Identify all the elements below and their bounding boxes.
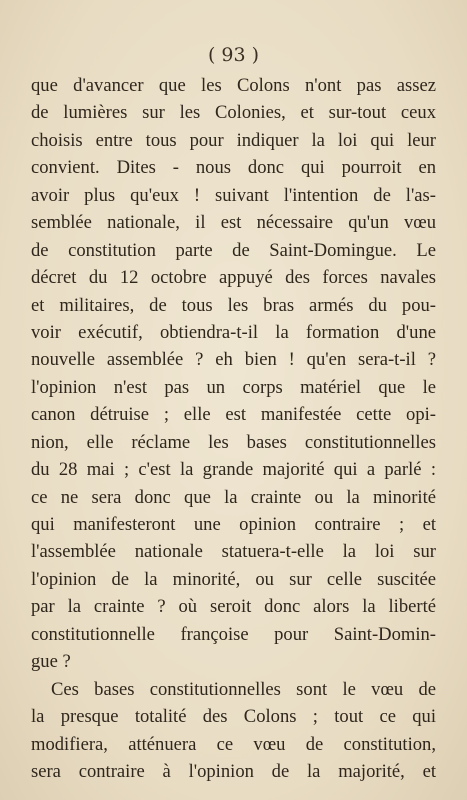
text-line: de lumières sur les Colonies, et sur-tout ceux [31,102,436,124]
text-line: voir exécutif, obtiendra-t-il la formation d'une [31,321,436,343]
text-line: la presque totalité des Colons ; tout ce qui [31,706,436,728]
text-line: nion, elle réclame les bases constitutionnelles [31,431,436,453]
text-line: par la crainte ? où seroit donc alors la liberté [31,596,436,618]
text-line: du 28 mai ; c'est la grande majorité qui a parlé : [31,459,436,481]
text-line: canon détruise ; elle est manifestée cette opi- [31,404,436,426]
text-line: l'opinion n'est pas un corps matériel que le [31,376,436,398]
text-line: que d'avancer que les Colons n'ont pas assez [31,75,436,96]
text-line: sera contraire à l'opinion de la majorité, et [31,760,436,782]
text-line: l'assemblée nationale statuera-t-elle la loi sur [31,541,436,563]
text-line: décret du 12 octobre appuyé des forces navales [31,267,436,289]
page-number: ( 93 ) [207,44,260,66]
text-line: qui manifesteront une opinion contraire ; et [31,514,436,535]
text-line: nouvelle assemblée ? eh bien ! qu'en sera-t-il ? [31,349,436,371]
text-line: et militaires, de tous les bras armés du pou- [31,294,436,316]
text-line: convient. Dites - nous donc qui pourroit en [31,157,436,179]
text-line: Ces bases constitutionnelles sont le vœu de [51,678,436,700]
text-line: avoir plus qu'eux ! suivant l'intention de l'as- [31,184,436,206]
text-line: ce ne sera donc que la crainte ou la minorité [31,486,436,508]
text-line: modifiera, atténuera ce vœu de constitution, [31,733,436,755]
text-line: semblée nationale, il est nécessaire qu'un vœu [31,212,436,234]
text-line: l'opinion de la minorité, ou sur celle suscitée [31,568,436,590]
text-line: constitutionnelle françoise pour Saint-Domin- [31,623,436,645]
text-line: gue ? [31,651,71,673]
text-line: choisis entre tous pour indiquer la loi qui leur [31,129,436,151]
body-text [31,72,436,785]
text-line: de constitution parte de Saint-Domingue. Le [31,239,436,261]
